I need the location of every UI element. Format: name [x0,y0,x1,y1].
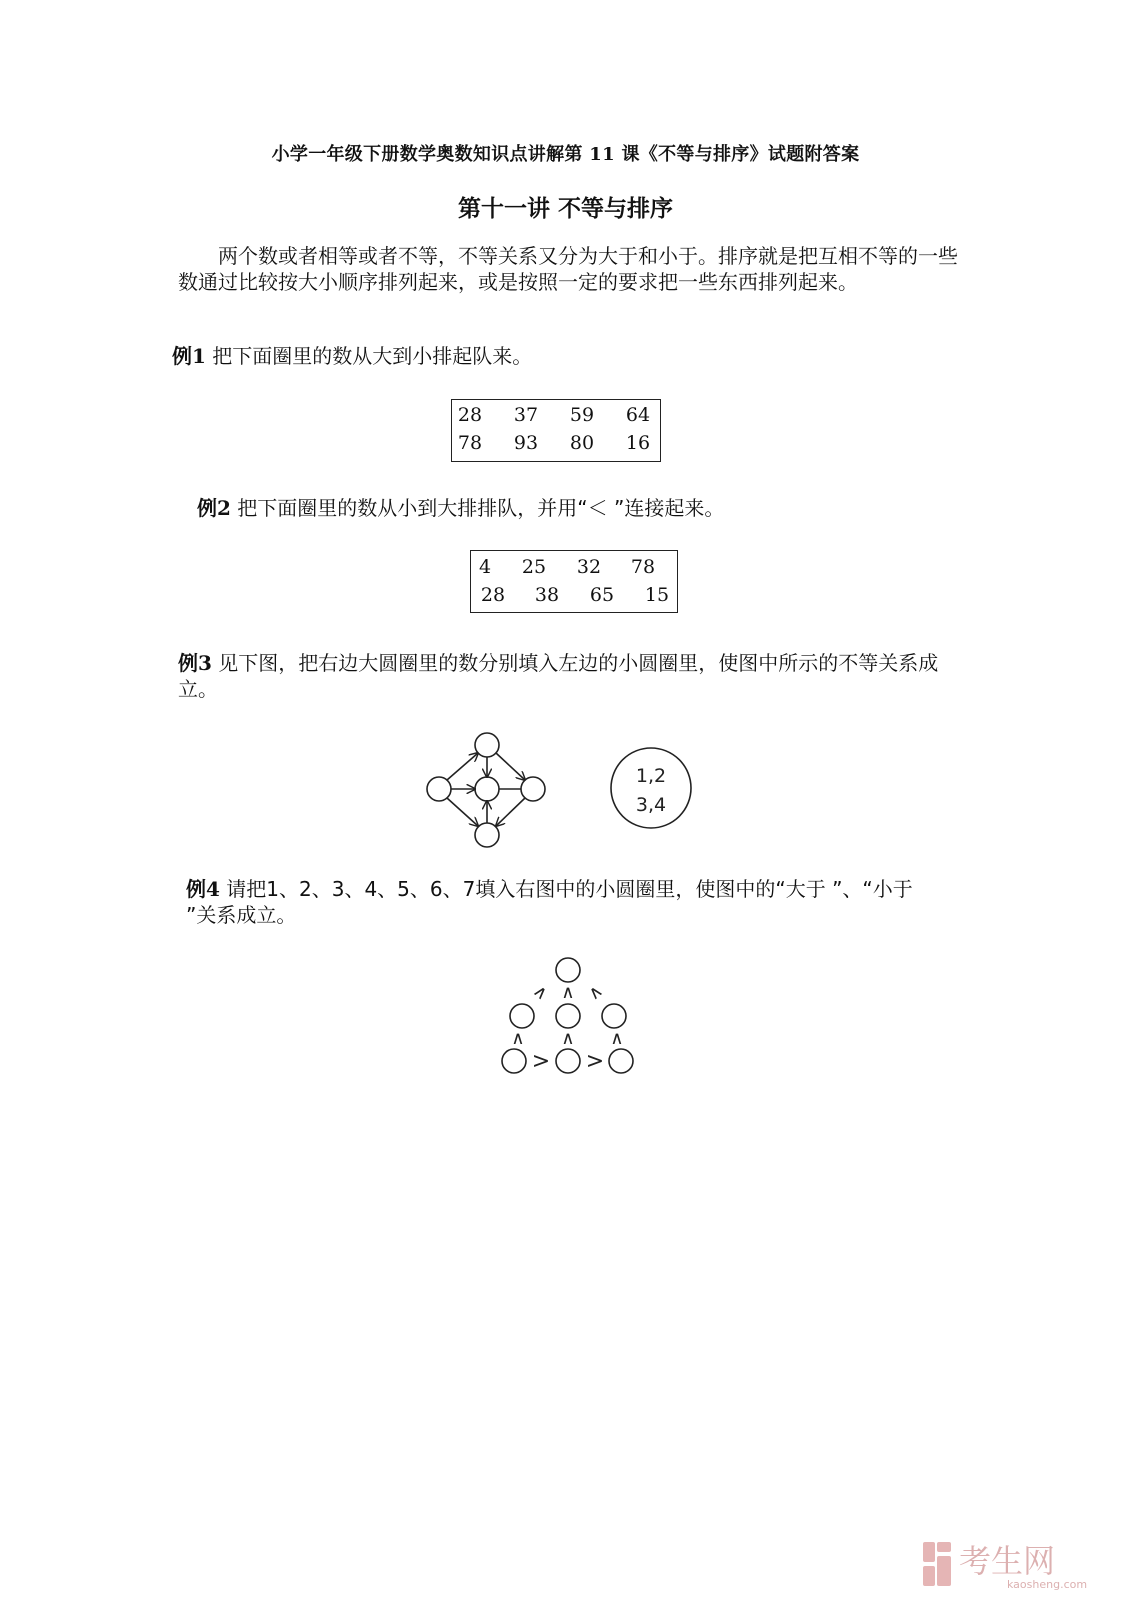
diagram-circle-left [427,777,451,801]
big-number-circle [611,748,691,828]
less-than-symbol: ∧ [561,1028,575,1049]
less-than-symbol: ∧ [610,1028,624,1049]
diagram-circle-center [475,777,499,801]
example-4-text: 请把1、2、3、4、5、6、7填入右图中的小圆圈里，使图中的“大于 ”、“小于 ”关系成立。 [186,877,913,927]
big-circle-numbers-line-1: 1,2 [635,765,667,787]
less-than-symbol: ∧ [528,980,553,1005]
number-cell: 78 [630,556,656,578]
tree-circle-bottom-right [609,1049,633,1073]
number-cell: 80 [569,432,595,454]
number-cell: 28 [480,584,506,606]
example-3-text: 见下图，把右边大圆圈里的数分别填入左边的小圆圈里，使图中所示的不等关系成立。 [178,651,939,701]
number-cell: 93 [513,432,539,454]
number-cell: 37 [513,404,539,426]
example-3-diagram [0,725,1131,865]
diagram-circle-right [521,777,545,801]
lecture-title: 第十一讲 不等与排序 [457,195,673,222]
number-cell: 59 [569,404,595,426]
number-cell: 25 [521,556,547,578]
example-2 [197,495,977,521]
example-1-label: 例1 [172,344,206,368]
less-than-symbol: ∧ [583,980,608,1005]
intro-paragraph: 两个数或者相等或者不等，不等关系又分为大于和小于。排序就是把互相不等的一些数通过比较按大小顺序排列起来，或是按照一定的要求把一些东西排列起来。 [178,244,958,294]
number-cell: 15 [644,584,670,606]
number-cell: 16 [625,432,651,454]
greater-than-symbol: > [531,1049,551,1074]
number-cell: 28 [457,404,483,426]
edge-right-top [496,753,525,780]
watermark-text: 考生网 [959,1542,1056,1580]
less-than-symbol: ∧ [511,1028,525,1049]
site-watermark [921,1538,1091,1590]
tree-circle-mid-center [556,1004,580,1028]
tree-circle-mid-right [602,1004,626,1028]
watermark-logo-icon [921,1538,1091,1590]
example-3-label: 例3 [178,651,212,675]
edge-left-top [447,753,478,780]
tree-circle-mid-left [510,1004,534,1028]
watermark-url: kaosheng.com [1007,1578,1088,1590]
example-2-number-box [470,550,678,613]
big-circle-numbers-line-2: 3,4 [635,794,667,816]
example-3 [178,650,948,702]
tree-circle-top [556,958,580,982]
number-cell: 32 [576,556,602,578]
example-2-label: 例2 [197,496,231,520]
diagram-circle-top [475,733,499,757]
number-cell: 65 [589,584,615,606]
document-title: 小学一年级下册数学奥数知识点讲解第 11 课《不等与排序》试题附答案 [271,144,860,165]
example-1-number-box [451,399,661,462]
example-1-text: 把下面圈里的数从大到小排起队来。 [212,344,533,368]
edge-right-bottom [496,798,525,826]
diagram-circle-bottom [475,823,499,847]
number-cell: 38 [534,584,560,606]
number-cell: 64 [625,404,651,426]
example-4 [186,876,946,928]
example-4-diagram [0,950,1131,1080]
less-than-symbol: ∧ [561,982,575,1003]
greater-than-symbol: > [585,1049,605,1074]
edge-left-bottom [447,798,478,826]
tree-circle-bottom-center [556,1049,580,1073]
example-2-text: 把下面圈里的数从小到大排排队，并用“＜ ”连接起来。 [237,496,725,520]
tree-circle-bottom-left [502,1049,526,1073]
example-4-label: 例4 [186,877,220,901]
example-1 [172,343,972,369]
number-cell: 78 [457,432,483,454]
number-cell: 4 [478,556,492,578]
